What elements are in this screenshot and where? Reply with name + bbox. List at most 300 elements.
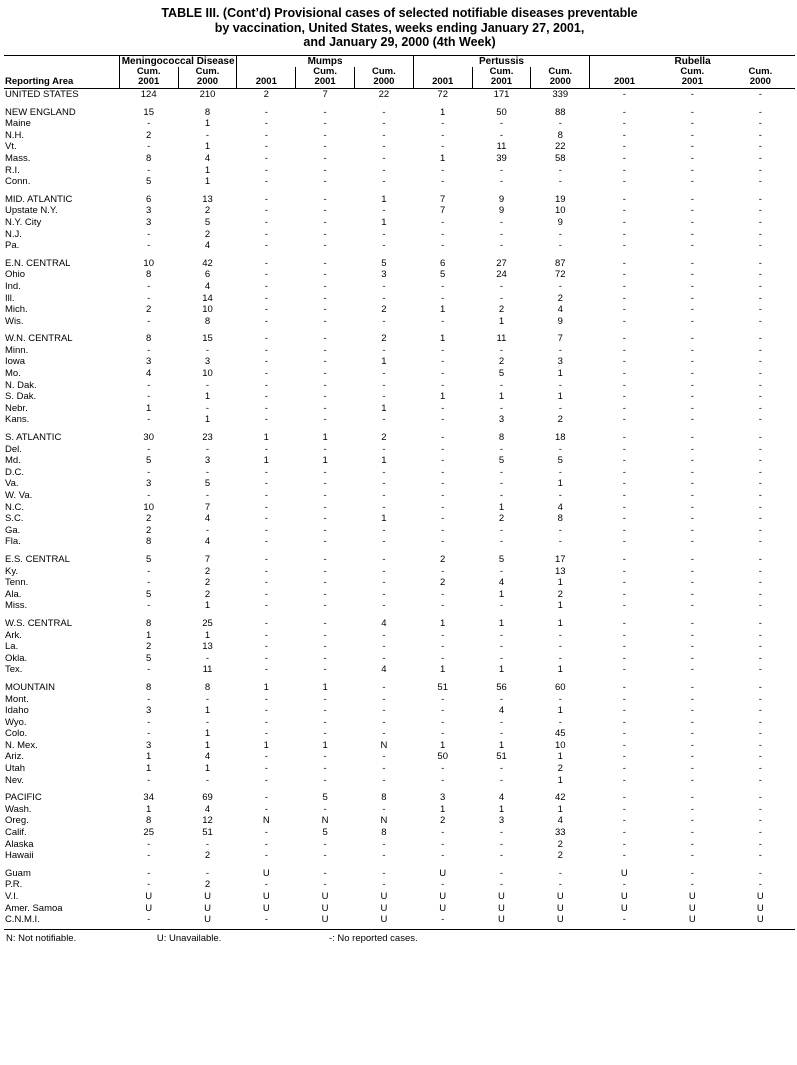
table-row (4, 763, 795, 775)
row-cell: - (323, 879, 327, 891)
row-cell: - (558, 280, 562, 292)
row-area-label: Idaho (5, 705, 29, 717)
row-cell: 4 (204, 513, 211, 525)
table-row (4, 566, 795, 578)
row-cell: - (622, 739, 626, 751)
row-cell: - (441, 652, 445, 664)
row-cell: - (264, 269, 268, 281)
row-cell: - (758, 716, 762, 728)
row-cell: - (264, 850, 268, 862)
row-cell: 45 (555, 728, 566, 740)
row-cell: - (690, 164, 694, 176)
row-cell: - (622, 402, 626, 414)
row-cell: - (323, 228, 327, 240)
row-cell: - (622, 803, 626, 815)
row-cell: U (439, 891, 447, 902)
row-cell: - (382, 478, 386, 490)
row-cell: 210 (199, 89, 216, 100)
row-cell: - (622, 652, 626, 664)
row-cell: - (323, 176, 327, 188)
row-cell: - (323, 553, 327, 565)
row-cell: - (441, 478, 445, 490)
row-cell: - (382, 652, 386, 664)
row-cell: U (620, 867, 628, 879)
row-cell: - (205, 652, 210, 664)
row-cell: 2 (381, 333, 387, 345)
table-row (4, 467, 795, 479)
row-cell: 72 (555, 269, 566, 281)
row-cell: - (690, 443, 694, 455)
row-cell: 5 (440, 269, 446, 281)
row-cell: - (690, 490, 694, 501)
row-cell: - (690, 414, 694, 426)
row-cell: - (264, 315, 268, 327)
row-cell: 5 (322, 792, 328, 804)
row-cell: - (323, 193, 327, 205)
row-cell: 8 (498, 432, 505, 444)
row-cell: - (441, 774, 445, 786)
row-cell: - (758, 763, 762, 775)
row-area-label: MID. ATLANTIC (5, 193, 73, 205)
row-cell: 2 (498, 356, 505, 368)
row-cell: - (323, 216, 327, 228)
row-cell: 8 (146, 152, 152, 164)
row-cell: - (323, 524, 327, 536)
row-cell: - (441, 914, 445, 926)
row-cell: - (264, 879, 268, 891)
row-cell: - (382, 716, 386, 728)
row-cell: - (264, 478, 268, 490)
row-cell: 51 (496, 751, 507, 763)
row-cell: 25 (202, 617, 213, 629)
row-cell: - (622, 205, 626, 217)
row-cell: 51 (202, 827, 213, 839)
row-cell: - (758, 455, 762, 467)
row-cell: - (758, 402, 762, 414)
row-cell: - (622, 118, 626, 130)
row-cell: - (758, 344, 762, 356)
row-cell: - (264, 141, 268, 153)
row-cell: U (380, 891, 388, 902)
row-area-label: E.S. CENTRAL (5, 553, 70, 565)
row-cell: 34 (143, 792, 154, 804)
row-cell: 1 (557, 391, 563, 403)
row-cell: - (622, 478, 626, 490)
row-cell: - (758, 89, 762, 100)
row-cell: 1 (498, 391, 505, 403)
row-cell: U (439, 867, 447, 879)
row-area-label: Pa. (5, 240, 20, 252)
row-cell: 8 (204, 106, 211, 118)
row-cell: - (205, 466, 210, 478)
row-cell: - (323, 257, 327, 269)
row-cell: 4 (381, 617, 387, 629)
row-cell: - (264, 641, 268, 653)
row-area-label: Iowa (5, 356, 26, 368)
table-row (4, 891, 795, 903)
row-area-label: Okla. (5, 652, 28, 664)
row-cell: - (323, 705, 327, 717)
row-cell: - (323, 344, 327, 356)
table-row (4, 903, 795, 915)
row-cell: 2 (204, 205, 211, 217)
row-cell: - (622, 333, 626, 345)
row-cell: - (499, 228, 504, 240)
row-cell: 8 (381, 827, 387, 839)
row-cell: - (382, 681, 386, 693)
table-row (4, 258, 795, 270)
row-cell: - (622, 455, 626, 467)
row-cell: U (498, 914, 505, 926)
row-cell: - (499, 478, 504, 490)
row-cell: - (441, 629, 445, 641)
row-cell: - (690, 501, 694, 513)
row-cell: - (758, 693, 762, 705)
row-cell: - (441, 176, 445, 188)
row-cell: - (499, 379, 504, 391)
row-cell: - (323, 466, 327, 478)
group-header-rubella: Rubella (590, 55, 795, 67)
notifiable-diseases-table (4, 55, 795, 926)
row-cell: - (264, 513, 268, 525)
row-cell: 10 (555, 205, 566, 217)
row-cell: 22 (378, 89, 390, 100)
row-cell: U (688, 914, 696, 926)
row-cell: 2 (204, 565, 211, 577)
row-cell: 5 (381, 257, 387, 269)
row-cell: - (622, 228, 626, 240)
table-row (4, 664, 795, 676)
row-cell: 2 (440, 815, 446, 827)
row-cell: 25 (143, 827, 154, 839)
row-cell: - (264, 524, 268, 536)
row-cell: - (690, 152, 694, 164)
row-cell: - (622, 164, 626, 176)
row-cell: U (262, 902, 270, 914)
row-cell: - (264, 751, 268, 763)
row-cell: - (264, 466, 268, 478)
row-cell: - (690, 763, 694, 775)
row-cell: - (690, 693, 694, 705)
row-cell: - (499, 641, 504, 653)
row-cell: - (441, 641, 445, 653)
row-area-label: Ark. (5, 629, 22, 641)
row-cell: 1 (557, 751, 563, 763)
row-cell: - (758, 751, 762, 763)
row-cell: - (558, 402, 562, 414)
row-cell: - (758, 879, 762, 891)
row-cell: - (690, 356, 694, 368)
row-area-label: Nev. (5, 774, 24, 786)
row-area-label: Ind. (5, 280, 21, 292)
row-cell: U (321, 902, 329, 914)
row-cell: 8 (557, 129, 563, 141)
row-cell: 9 (557, 216, 563, 228)
row-cell: - (147, 391, 151, 403)
row-cell: U (439, 902, 447, 914)
row-cell: - (622, 617, 626, 629)
row-cell: - (323, 414, 327, 426)
row-cell: - (690, 879, 694, 891)
row-cell: - (382, 379, 386, 391)
row-cell: - (264, 536, 268, 548)
row-cell: 5 (322, 827, 328, 839)
row-area-label: Ill. (5, 292, 15, 304)
row-cell: 15 (143, 106, 154, 118)
row-cell: - (323, 106, 327, 118)
row-cell: - (622, 664, 626, 676)
row-cell: - (382, 879, 386, 891)
row-cell: 8 (146, 815, 152, 827)
row-cell: 1 (557, 774, 563, 786)
row-cell: - (264, 774, 268, 786)
row-cell: - (323, 205, 327, 217)
row-cell: - (323, 536, 327, 548)
row-cell: - (382, 803, 386, 815)
row-cell: 4 (204, 152, 211, 164)
row-area-label: MOUNTAIN (5, 681, 55, 693)
row-cell: 42 (555, 792, 566, 804)
row-cell: - (382, 588, 386, 600)
row-cell: - (382, 118, 386, 130)
row-cell: - (499, 344, 504, 356)
row-cell: - (382, 368, 386, 380)
row-cell: - (499, 716, 504, 728)
row-cell: U (556, 902, 564, 914)
row-cell: 5 (146, 652, 152, 664)
row-cell: - (622, 751, 626, 763)
row-cell: 4 (204, 536, 211, 548)
row-cell: - (147, 490, 151, 501)
row-cell: - (323, 652, 327, 664)
row-cell: - (264, 914, 268, 926)
row-cell: - (622, 379, 626, 391)
table-row (4, 850, 795, 862)
row-cell: - (558, 693, 562, 705)
row-cell: - (499, 879, 504, 891)
row-cell: 51 (437, 681, 448, 693)
row-cell: - (264, 763, 268, 775)
row-cell: 1 (498, 315, 505, 327)
row-cell: - (758, 216, 762, 228)
row-area-label: Colo. (5, 728, 28, 740)
row-cell: - (264, 652, 268, 664)
row-cell: - (323, 315, 327, 327)
row-cell: - (690, 617, 694, 629)
row-cell: - (264, 257, 268, 269)
row-cell: - (382, 577, 386, 589)
row-cell: - (499, 827, 504, 839)
row-cell: - (264, 501, 268, 513)
row-cell: 1 (322, 455, 328, 467)
row-cell: 1 (440, 664, 446, 676)
row-area-label: Alaska (5, 838, 34, 850)
row-cell: - (690, 269, 694, 281)
row-cell: - (147, 315, 151, 327)
row-cell: - (558, 490, 562, 501)
row-cell: 1 (204, 728, 211, 740)
row-cell: - (758, 164, 762, 176)
row-cell: - (499, 536, 504, 548)
row-cell: 3 (146, 356, 152, 368)
row-cell: - (323, 664, 327, 676)
row-cell: - (323, 280, 327, 292)
row-cell: - (323, 838, 327, 850)
row-cell: - (758, 588, 762, 600)
row-cell: 1 (322, 432, 328, 444)
row-cell: - (758, 240, 762, 252)
row-cell: - (264, 803, 268, 815)
table-row (4, 153, 795, 165)
row-cell: - (690, 379, 694, 391)
row-cell: - (264, 716, 268, 728)
row-cell: - (205, 490, 210, 501)
row-cell: 2 (146, 304, 152, 316)
row-cell: - (441, 879, 445, 891)
row-cell: - (622, 565, 626, 577)
row-cell: - (622, 443, 626, 455)
row-cell: - (758, 641, 762, 653)
table-row (4, 815, 795, 827)
row-cell: 1 (440, 333, 446, 345)
row-cell: - (323, 402, 327, 414)
row-cell: U (756, 914, 764, 926)
row-cell: - (758, 617, 762, 629)
row-cell: - (147, 141, 151, 153)
row-cell: - (690, 141, 694, 153)
row-cell: - (758, 867, 762, 879)
row-cell: 3 (440, 792, 446, 804)
row-cell: - (690, 641, 694, 653)
row-cell: - (441, 292, 445, 304)
row-cell: - (690, 432, 694, 444)
row-cell: 4 (146, 368, 152, 380)
table-row (4, 141, 795, 153)
row-cell: - (205, 129, 210, 141)
row-cell: 27 (496, 257, 507, 269)
row-cell: 2 (557, 292, 563, 304)
table-row (4, 868, 795, 880)
row-cell: 1 (557, 478, 563, 490)
header-col-pertussis-2001: 2001 (413, 67, 472, 89)
row-cell: - (323, 716, 327, 728)
row-cell: - (499, 838, 504, 850)
row-cell: 10 (202, 304, 213, 316)
row-cell: - (690, 577, 694, 589)
row-cell: - (441, 129, 445, 141)
table-row (4, 792, 795, 804)
row-cell: - (264, 705, 268, 717)
row-cell: U (498, 902, 505, 914)
row-cell: 5 (146, 588, 152, 600)
row-cell: 5 (498, 368, 505, 380)
row-cell: - (758, 257, 762, 269)
row-area-label: Ga. (5, 524, 21, 536)
row-cell: - (622, 315, 626, 327)
row-cell: - (264, 629, 268, 641)
row-cell: - (323, 513, 327, 525)
row-cell: - (622, 792, 626, 804)
row-cell: - (441, 228, 445, 240)
row-cell: 8 (146, 333, 152, 345)
row-cell: - (622, 553, 626, 565)
row-cell: - (441, 705, 445, 717)
table-row (4, 879, 795, 891)
row-cell: - (758, 536, 762, 548)
row-area-label: Utah (5, 763, 26, 775)
row-cell: - (499, 652, 504, 664)
row-cell: - (382, 164, 386, 176)
row-cell: - (690, 716, 694, 728)
table-row (4, 705, 795, 717)
table-row (4, 740, 795, 752)
row-cell: - (147, 850, 151, 862)
row-cell: 3 (204, 356, 211, 368)
row-cell: 33 (555, 827, 566, 839)
row-cell: - (758, 292, 762, 304)
row-cell: - (758, 728, 762, 740)
row-cell: - (622, 693, 626, 705)
row-cell: 3 (204, 455, 211, 467)
row-cell: - (758, 565, 762, 577)
row-area-label: W.N. CENTRAL (5, 333, 73, 345)
row-cell: - (382, 705, 386, 717)
row-area-label: P.R. (5, 879, 23, 891)
row-cell: - (690, 391, 694, 403)
row-cell: - (441, 501, 445, 513)
row-cell: 3 (146, 705, 152, 717)
row-cell: - (382, 600, 386, 612)
row-cell: 17 (555, 553, 566, 565)
row-cell: - (441, 600, 445, 612)
row-cell: - (441, 588, 445, 600)
table-row (4, 89, 795, 101)
row-cell: - (690, 600, 694, 612)
row-cell: 1 (204, 414, 211, 426)
table-row (4, 827, 795, 839)
row-cell: 2 (381, 304, 387, 316)
table-row (4, 775, 795, 787)
table-row (4, 217, 795, 229)
row-cell: - (690, 867, 694, 879)
header-col-mumps-cum2001: Cum. 2001 (296, 67, 355, 89)
row-cell: - (690, 739, 694, 751)
row-cell: - (690, 228, 694, 240)
row-cell: - (758, 803, 762, 815)
row-cell: - (441, 728, 445, 740)
row-cell: 2 (204, 577, 211, 589)
row-cell: - (758, 478, 762, 490)
row-cell: - (147, 164, 151, 176)
row-cell: - (690, 118, 694, 130)
row-area-label: Guam (5, 867, 31, 879)
row-area-label: Calif. (5, 827, 27, 839)
row-cell: 4 (498, 792, 505, 804)
row-cell: - (323, 391, 327, 403)
row-cell: - (758, 850, 762, 862)
table-row (4, 682, 795, 694)
row-cell: - (147, 716, 151, 728)
row-area-label: Wash. (5, 803, 32, 815)
table-row (4, 205, 795, 217)
row-cell: - (264, 129, 268, 141)
row-cell: 4 (557, 815, 563, 827)
row-cell: - (758, 600, 762, 612)
row-cell: - (264, 693, 268, 705)
row-cell: 1 (204, 600, 211, 612)
row-cell: - (264, 176, 268, 188)
row-cell: - (758, 524, 762, 536)
